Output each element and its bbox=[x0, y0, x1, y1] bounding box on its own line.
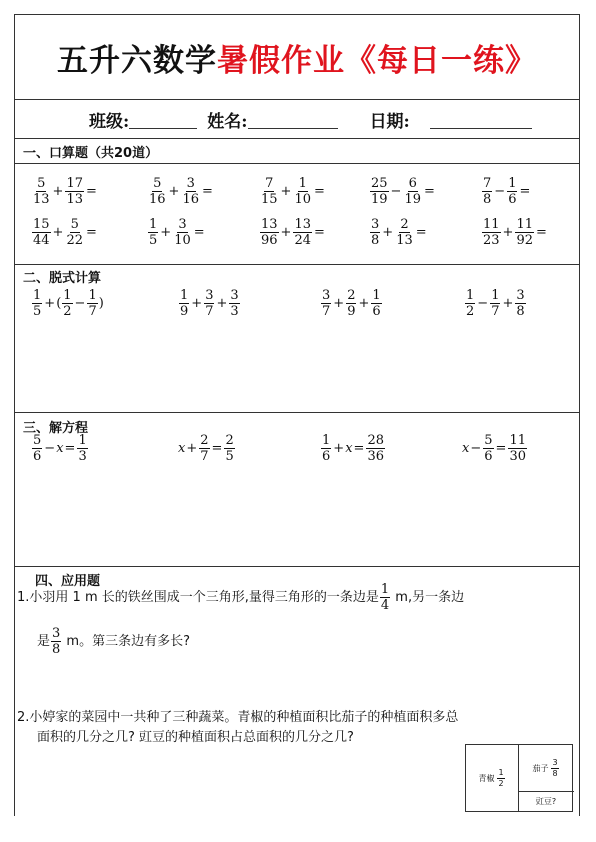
title-black: 五升六数学 bbox=[57, 42, 217, 79]
stepwise-expr-1: $\frac{1}{5}$ +( $\frac{1}{2}$ − $\frac{1}{7}$ ) bbox=[33, 288, 104, 319]
name-label: 姓名: bbox=[207, 111, 248, 132]
equation-4: x− $\frac{5}{6}$ = $\frac{11}{30}$ bbox=[462, 433, 526, 464]
title-red: 暑假作业《每日一练》 bbox=[217, 42, 537, 79]
divider bbox=[15, 163, 579, 164]
oral-problem: $\frac{13}{96}$ + $\frac{13}{24}$ = bbox=[261, 217, 325, 248]
name-field[interactable] bbox=[248, 110, 338, 129]
divider bbox=[15, 264, 579, 265]
oral-problem: $\frac{5}{13}$ + $\frac{17}{13}$ = bbox=[33, 176, 97, 207]
equation-3: $\frac{1}{6}$ +x= $\frac{28}{36}$ bbox=[322, 433, 384, 464]
section-equations-heading: 三、解方程 bbox=[23, 421, 89, 436]
stepwise-expr-4: $\frac{1}{2}$ − $\frac{1}{7}$ + $\frac{3}{8}$ bbox=[466, 288, 525, 319]
oral-problem: $\frac{1}{5}$ + $\frac{3}{10}$ = bbox=[149, 217, 205, 248]
oral-problem: $\frac{7}{8}$ − $\frac{1}{6}$ = bbox=[483, 176, 531, 207]
equation-2: x+ $\frac{2}{7}$ = $\frac{2}{5}$ bbox=[178, 433, 234, 464]
stepwise-expr-3: $\frac{3}{7}$ + $\frac{2}{9}$ + $\frac{1}{6}$ bbox=[322, 288, 381, 319]
section-stepwise-heading: 二、脱式计算 bbox=[23, 271, 102, 286]
oral-problem: $\frac{11}{23}$ + $\frac{11}{92}$ = bbox=[483, 217, 547, 248]
diagram-bean-cell: 豇豆? bbox=[535, 797, 557, 806]
equation-1: $\frac{5}{6}$ −x= $\frac{1}{3}$ bbox=[33, 433, 87, 464]
page-title bbox=[15, 15, 579, 100]
divider bbox=[15, 566, 579, 567]
section-word-heading: 四、应用题 bbox=[35, 574, 101, 589]
oral-problem: $\frac{25}{19}$ − $\frac{6}{19}$ = bbox=[371, 176, 435, 207]
diagram-pepper-cell: 青椒 $\frac{1}{2}$ bbox=[478, 767, 504, 788]
worksheet bbox=[14, 14, 580, 816]
divider bbox=[15, 412, 579, 413]
word-problem-2-line-1: 2.小婷家的菜园中一共种了三种蔬菜。青椒的种植面积比茄子的种植面积多总 bbox=[17, 710, 459, 725]
date-field[interactable] bbox=[430, 110, 532, 129]
word-problem-1-line-2: 是 $\frac{3}{8}$ m。第三条边有多长? bbox=[37, 626, 190, 657]
oral-problem: $\frac{5}{16}$ + $\frac{3}{16}$ = bbox=[149, 176, 213, 207]
diagram-eggplant-cell: 茄子 $\frac{3}{8}$ bbox=[532, 757, 558, 778]
area-diagram bbox=[465, 744, 573, 812]
student-info-row bbox=[15, 100, 579, 139]
stepwise-expr-2: $\frac{1}{9}$ + $\frac{3}{7}$ + $\frac{3}{3}$ bbox=[180, 288, 239, 319]
oral-problem: $\frac{7}{15}$ + $\frac{1}{10}$ = bbox=[261, 176, 325, 207]
word-problem-2-line-2: 面积的几分之几? 豇豆的种植面积占总面积的几分之几? bbox=[37, 730, 354, 745]
word-problem-1-line-1: 1.小羽用 1 m 长的铁丝围成一个三角形,量得三角形的一条边是 $\frac{1}{4}$ m,另一条边 bbox=[17, 582, 465, 613]
oral-problem: $\frac{15}{44}$ + $\frac{5}{22}$ = bbox=[33, 217, 97, 248]
class-field[interactable] bbox=[129, 110, 197, 129]
section-oral-heading: 一、口算题（共20道） bbox=[23, 146, 159, 161]
oral-problem: $\frac{3}{8}$ + $\frac{2}{13}$ = bbox=[371, 217, 427, 248]
class-label: 班级: bbox=[89, 111, 130, 132]
date-label: 日期: bbox=[369, 111, 410, 132]
